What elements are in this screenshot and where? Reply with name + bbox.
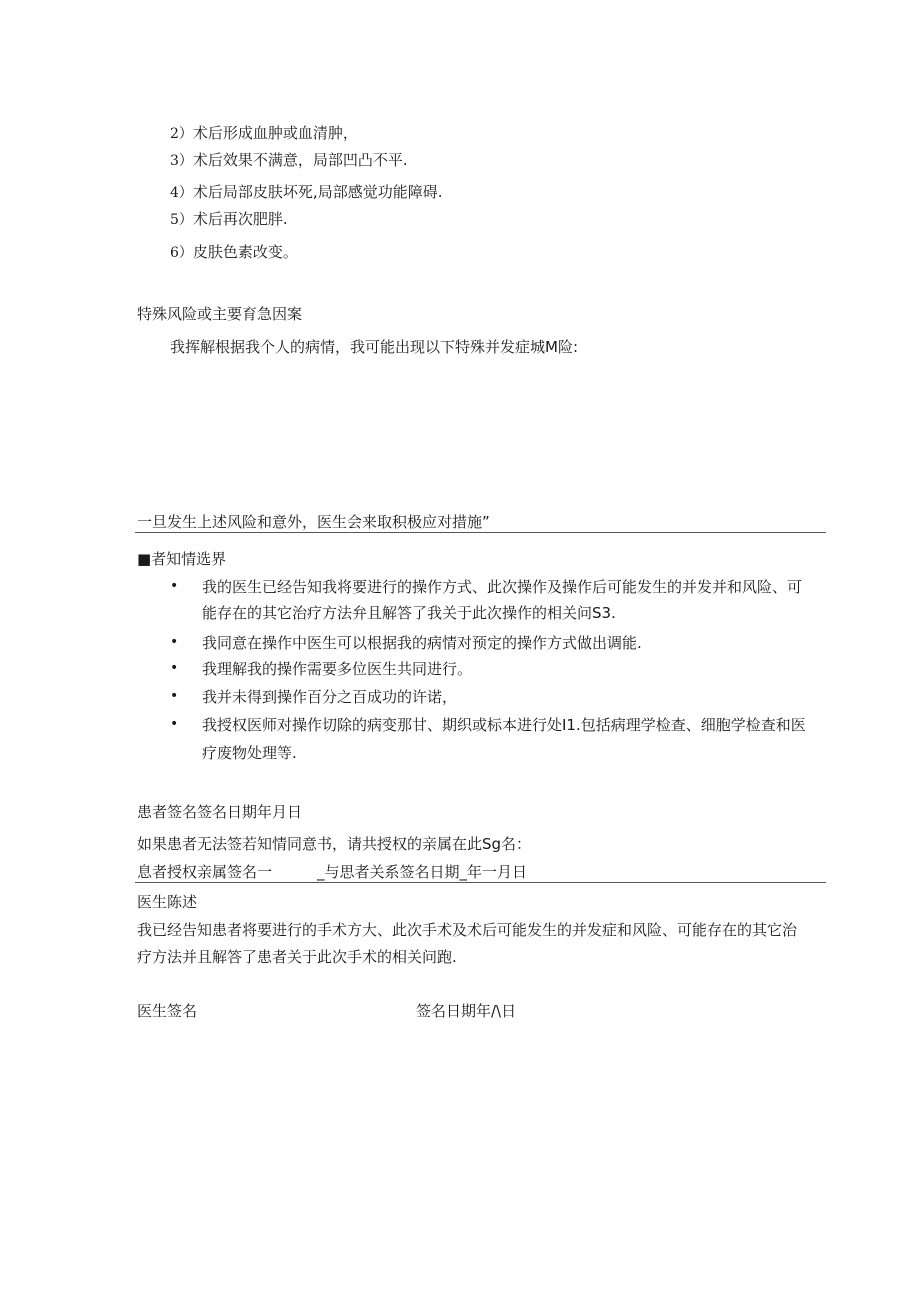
special-risk-intro: 我挥解根据我个人的病情，我可能出现以下特殊并发症城M险: [170,338,578,356]
list-item: 5）术后再次肥胖. [170,210,288,228]
list-item-continued: 能存在的其它治疗方法弁且解答了我关于此次操作的相关问S3. [202,604,616,622]
patient-signature-line: 患者签名签名日期年月日 [137,803,303,821]
special-risk-heading: 特殊风险或主要育急因案 [137,305,303,323]
divider [135,882,826,883]
patient-consent-heading: ■者知情选界 [137,550,227,568]
list-item-continued: 疗废物处理等. [202,744,297,762]
proxy-note: 如果患者无法签若知情同意书，请共授权的亲属在此Sg名： [137,835,532,853]
bullet-icon: • [170,660,179,676]
list-item: 4）术后局部皮肤坏死,局部感觉功能障碍. [170,183,443,201]
bullet-icon: • [170,634,179,650]
list-item: 我授权医师对操作切除的病变那甘、期织或标本进行处I1.包括病理学检查、细胞学检查和医 [202,716,806,734]
doctor-statement-heading: 医生陈述 [137,893,198,911]
list-item: 我并未得到操作百分之百成功的许诺， [202,688,458,706]
special-risk-closing: 一旦发生上述风险和意外，医生会来取积极应对措施” [137,513,490,531]
list-item: 我同意在操作中医生可以根据我的病情对预定的操作方式做出调能. [202,634,642,652]
divider [135,532,826,533]
doctor-statement-text-continued: 疗方法并且解答了患者关于此次手术的相关问跑. [137,948,457,966]
list-item: 6）皮肤色素改变。 [170,243,298,261]
doctor-signature-label: 医生签名 [137,1002,198,1020]
doctor-statement-text: 我已经告知患者将要进行的手术方大、此次手术及术后可能发生的并发症和风险、可能存在的其它治 [137,921,798,939]
bullet-icon: • [170,688,179,704]
list-item: 2）术后形成血肿或血清肿， [170,124,358,142]
list-item: 我理解我的操作需要多位医生共同进行。 [202,660,473,678]
list-item: 我的医生已经告知我将要进行的操作方式、此次操作及操作后可能发生的并发并和风险、可 [202,578,803,596]
doctor-signature-date-label: 签名日期年/\日 [416,1002,517,1020]
bullet-icon: • [170,716,179,732]
proxy-signature-line: 息者授权亲属签名一 _与思者关系签名日期_年一月日 [137,863,528,881]
list-item: 3）术后效果不满意，局部凹凸不平. [170,151,408,169]
bullet-icon: • [170,578,179,594]
